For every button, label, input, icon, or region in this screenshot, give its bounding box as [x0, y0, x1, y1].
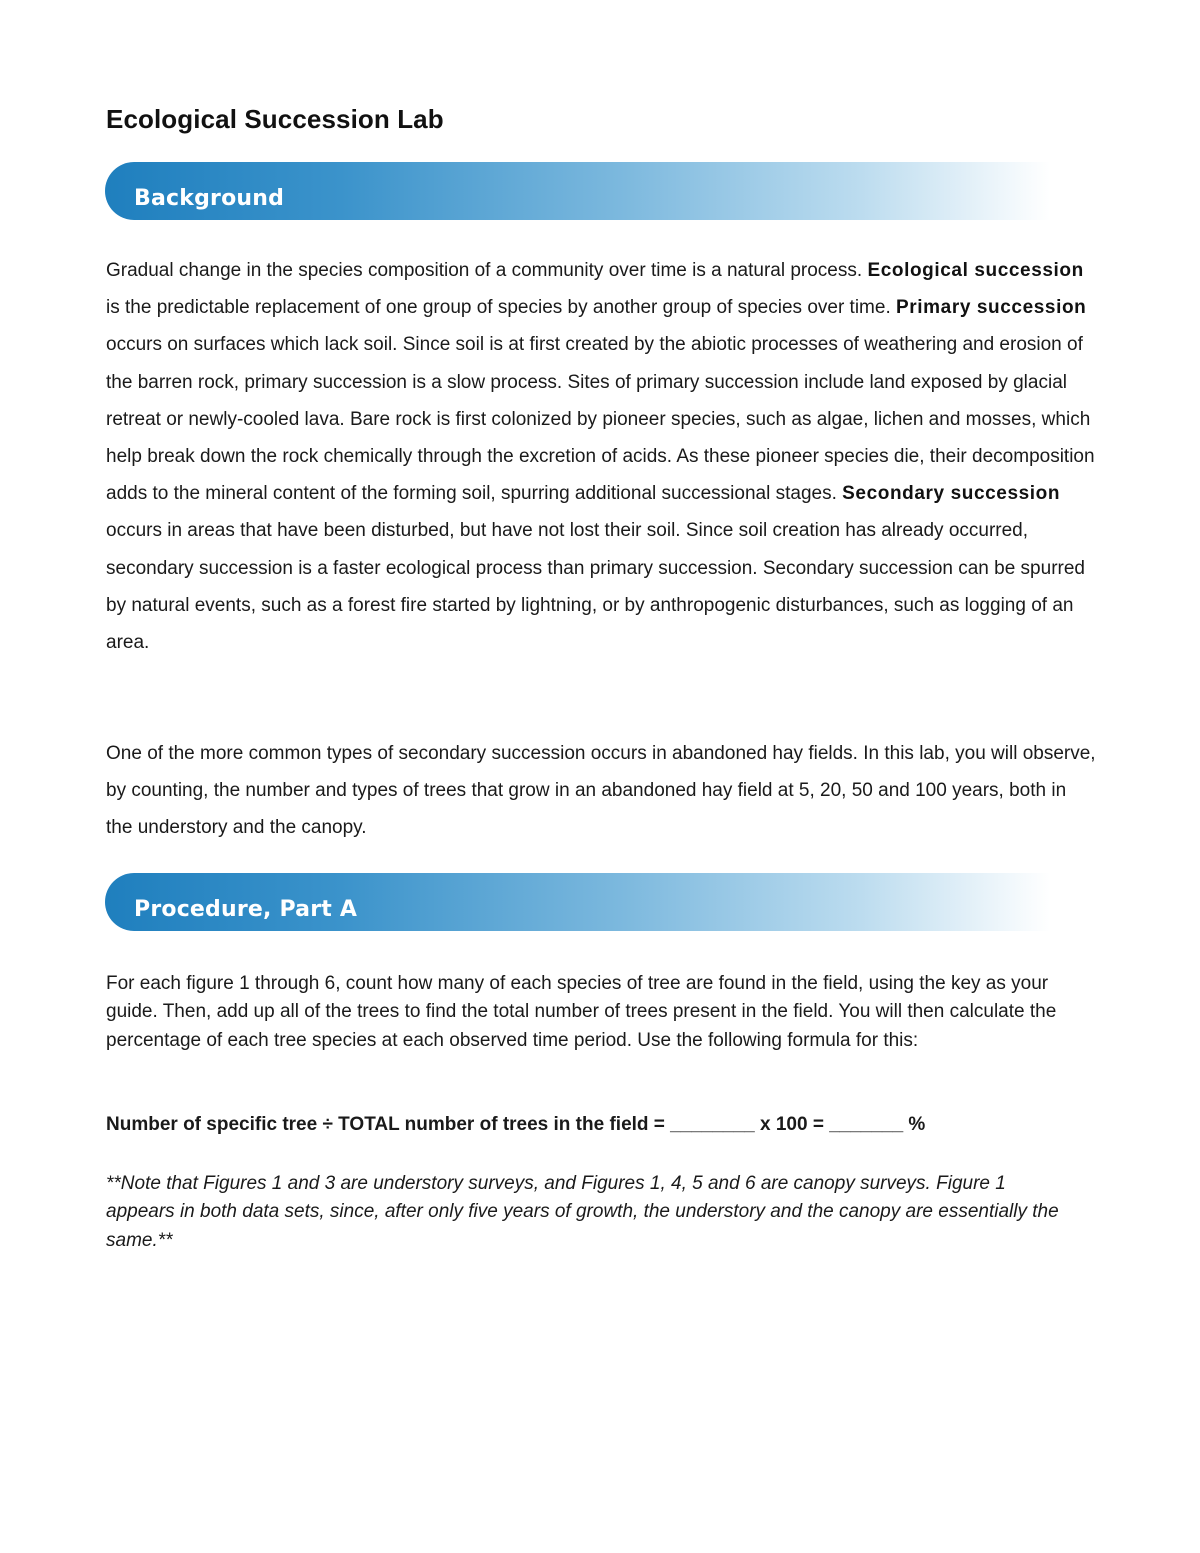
- section-banner-background: [105, 162, 1050, 220]
- section-heading-background: Background: [134, 186, 285, 211]
- background-text-1: Gradual change in the species composition of a community over time is a natural process.: [106, 260, 868, 281]
- hay-field-paragraph: One of the more common types of secondary succession occurs in abandoned hay fields. In this lab, you will observe, by counting, the number and types of trees that grow in an abandoned hay field at 5, 20, 50 and 100 years, both in the understory and the canopy.: [106, 743, 1096, 839]
- term-primary-succession: Primary succession: [896, 297, 1087, 319]
- document-title: Ecological Succession Lab: [106, 104, 444, 134]
- background-text-4: occurs in areas that have been disturbed, but have not lost their soil. Since soil creation has already occurred, secondary succession is a faster ecological process than primary succession. Secondary succession can be spurred by natural events, such as a forest fire started by lightning, or by anthropogenic disturbances, such as logging of an area.: [106, 520, 1085, 654]
- section-heading-procedure: Procedure, Part A: [134, 897, 358, 922]
- term-secondary-succession: Secondary succession: [842, 483, 1061, 505]
- procedure-paragraph: For each figure 1 through 6, count how many of each species of tree are found in the field, using the key as your guide. Then, add up all of the trees to find the total number of trees present in the field. You will then calculate the percentage of each tree species at each observed time period. Use the following formula for this:: [106, 973, 1057, 1051]
- background-text-3: occurs on surfaces which lack soil. Since soil is at first created by the abiotic processes of weathering and erosion of the barren rock, primary succession is a slow process. Sites of primary succession include land exposed by glacial retreat or newly-cooled lava. Bare rock is first colonized by pioneer species, such as algae, lichen and mosses, which help break down the rock chemically through the excretion of acids. As these pioneer species die, their decomposition adds to the mineral content of the forming soil, spurring additional successional stages.: [106, 334, 1095, 505]
- background-text-2: is the predictable replacement of one group of species by another group of species over time.: [106, 297, 897, 319]
- section-banner-procedure: [105, 873, 1050, 931]
- background-paragraph: [106, 252, 1096, 661]
- percentage-formula: Number of specific tree ÷ TOTAL number of trees in the field = ________ x 100 = _______ %: [106, 1114, 926, 1135]
- survey-note: **Note that Figures 1 and 3 are understory surveys, and Figures 1, 4, 5 and 6 are canopy surveys. Figure 1 appears in both data sets, since, after only five years of growth, the understory and the canopy are essentially the same.**: [106, 1173, 1059, 1251]
- term-ecological-succession: Ecological succession: [867, 260, 1084, 281]
